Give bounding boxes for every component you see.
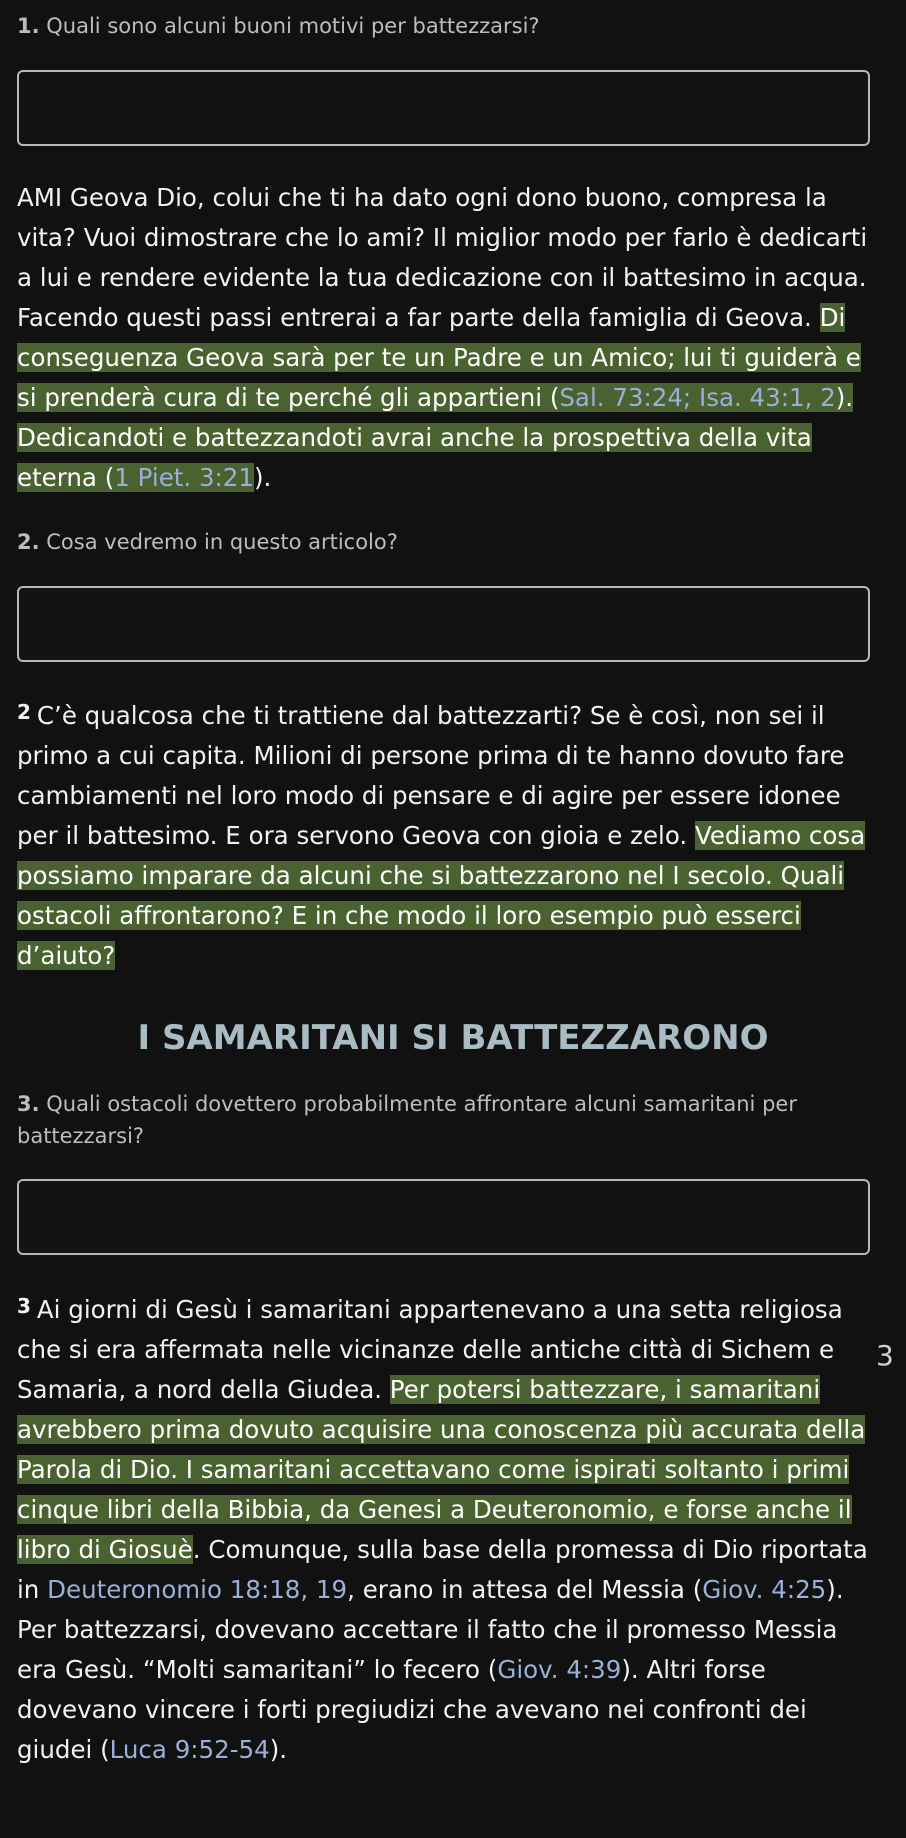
paragraph-3 [17,1286,877,1770]
scripture-link[interactable]: 1 Piet. 3:21 [114,463,254,492]
margin-paragraph-marker[interactable]: 3 [876,1339,894,1372]
section-heading: I SAMARITANI SI BATTEZZARONO [137,1018,769,1058]
study-question-2 [17,526,857,558]
question-text: Cosa vedremo in questo articolo? [39,530,398,554]
question-text: Quali ostacoli dovettero probabilmente affrontare alcuni samaritani per battezzarsi? [17,1092,797,1148]
question-text: Quali sono alcuni buoni motivi per battezzarsi? [39,14,540,38]
question-number: 1. [17,14,40,38]
paragraph-text: Ai giorni di Gesù i samaritani appartenevano a una setta religiosa che si era affermata nelle vicinanze delle antiche città di Sichem e Samaria, a nord della Giudea. [17,1295,843,1404]
question-number: 2. [17,530,40,554]
highlighted-text[interactable]: ). Dedicandoti e battezzandoti avrai anche la prospettiva della vita eterna ( [17,383,854,492]
highlighted-text[interactable]: Per potersi battezzare, i samaritani avrebbero prima dovuto acquisire una conoscenza più accurata della Parola di Dio. I samaritani accettavano come ispirati soltanto i primi cinque libri della Bibbia, da Genesi a Deuteronomio, e forse anche il libro di Giosuè [17,1375,866,1564]
answer-input-3[interactable] [17,1179,870,1255]
paragraph-text: . Comunque, sulla base della promessa di Dio riportata in [17,1535,868,1604]
scripture-link[interactable]: Giov. 4:39 [497,1655,622,1684]
paragraph-text: , erano in attesa del Messia ( [347,1575,703,1604]
paragraph-text: ). [269,1735,288,1764]
paragraph-text: ). Per battezzarsi, dovevano accettare il fatto che il promesso Messia era Gesù. “Molti samaritani” lo fecero ( [17,1575,844,1684]
highlighted-text[interactable]: Vediamo cosa possiamo imparare da alcuni che si battezzarono nel I secolo. Quali ostacoli affrontarono? E in che modo il loro esempio può esserci d’aiuto? [17,821,866,970]
scripture-link[interactable]: Luca 9:52-54 [109,1735,270,1764]
question-number: 3. [17,1092,40,1116]
scripture-link[interactable]: Sal. 73:24; Isa. 43:1, 2 [559,383,836,412]
study-question-1 [17,10,857,42]
paragraph-text: C’è qualcosa che ti trattiene dal battezzarti? Se è così, non sei il primo a cui capita. Milioni di persone prima di te hanno dovuto fare cambiamenti nel loro modo di pensare e di agire per essere idonee per il battesimo. E ora servono Geova con gioia e zelo. [17,701,845,850]
paragraph-number: 3 [17,1294,31,1318]
paragraph-text: AMI Geova Dio, colui che ti ha dato ogni dono buono, compresa la vita? Vuoi dimostrare che lo ami? Il miglior modo per farlo è dedicarti a lui e rendere evidente la tua dedicazione con il battesimo in acqua. Facendo questi passi entrerai a far parte della famiglia di Geova. [17,183,868,332]
paragraph-text: ). Altri forse dovevano vincere i forti pregiudizi che avevano nei confronti dei giudei ( [17,1655,807,1764]
paragraph-2 [17,692,877,976]
paragraph-number: 2 [17,700,31,724]
highlighted-text[interactable]: Di conseguenza Geova sarà per te un Padre e un Amico; lui ti guiderà e si prenderà cura di te perché gli appartieni ( [17,303,861,412]
scripture-link[interactable]: Giov. 4:25 [702,1575,827,1604]
answer-input-1[interactable] [17,70,870,146]
scripture-link[interactable]: Deuteronomio 18:18, 19 [47,1575,348,1604]
paragraph-text: ). [254,463,272,492]
answer-input-2[interactable] [17,586,870,662]
study-question-3 [17,1088,857,1152]
paragraph-1 [17,178,877,498]
